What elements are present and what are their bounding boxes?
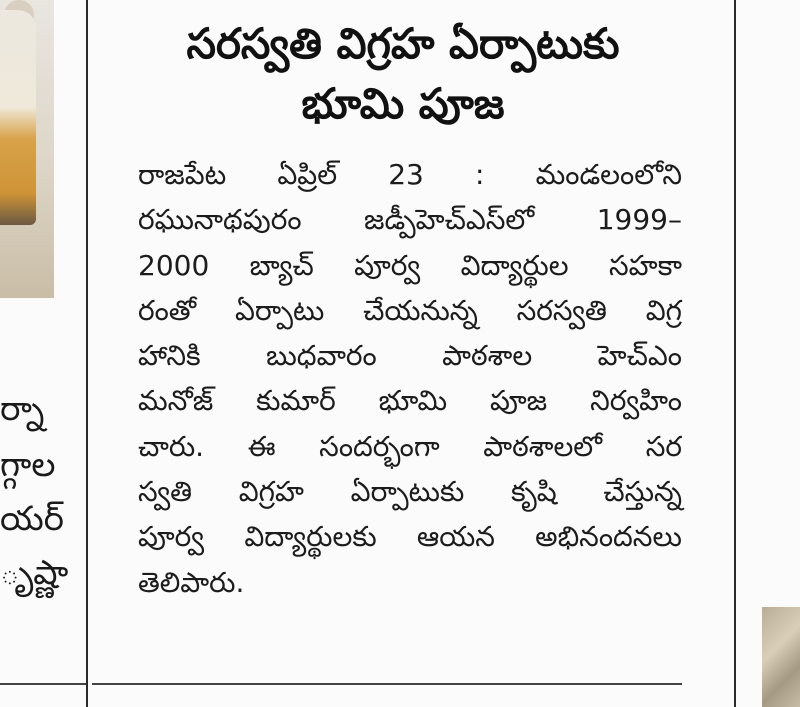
headline-line-1: సరస్వతి విగ్రహ ఏర్పాటుకు (186, 19, 620, 68)
body-line: రాజపేట ఏప్రిల్ 23 : మండలంలోని (138, 158, 682, 191)
body-line: రఘునాథపురం జడ్పీహెచ్ఎస్‌లో 1999– (138, 203, 682, 237)
article-body (138, 152, 682, 605)
body-line: పూర్వ విద్యార్థులకు ఆయన అభినందనలు (138, 520, 682, 554)
center-bottom-rule (92, 683, 682, 685)
left-fragment-1: ర్నా (0, 389, 45, 429)
column-rule-right (734, 0, 736, 707)
column-rule-left (86, 0, 88, 707)
headline-line-2: భూమి పూజ (301, 79, 505, 128)
body-line: చారు. ఈ సందర్భంగా పాఠశాలలో సర (138, 429, 682, 463)
left-fragment-4: ృష్ణా (0, 553, 69, 593)
body-line: తెలిపారు. (138, 565, 245, 599)
left-fragment-3: యర్ (0, 499, 64, 539)
body-line: 2000 బ్యాచ్ పూర్వ విద్యార్థుల సహకా (138, 248, 682, 282)
body-line: రంతో ఏర్పాటు చేయనున్న సరస్వతి విగ్ర (138, 293, 682, 327)
right-article-photo (762, 607, 800, 707)
left-bottom-rule (0, 683, 86, 685)
body-line: స్వతి విగ్రహ ఏర్పాటుకు కృషి చేస్తున్న (138, 475, 682, 509)
photo-person-figure (0, 10, 36, 225)
body-line: హానికి బుధవారం పాఠశాల హెచ్ఎం (138, 339, 682, 373)
body-line: మనోజ్ కుమార్ భూమి పూజ నిర్వహిం (138, 384, 682, 418)
left-article-photo (0, 0, 54, 298)
left-fragment-2: గ్గాల (0, 445, 56, 485)
